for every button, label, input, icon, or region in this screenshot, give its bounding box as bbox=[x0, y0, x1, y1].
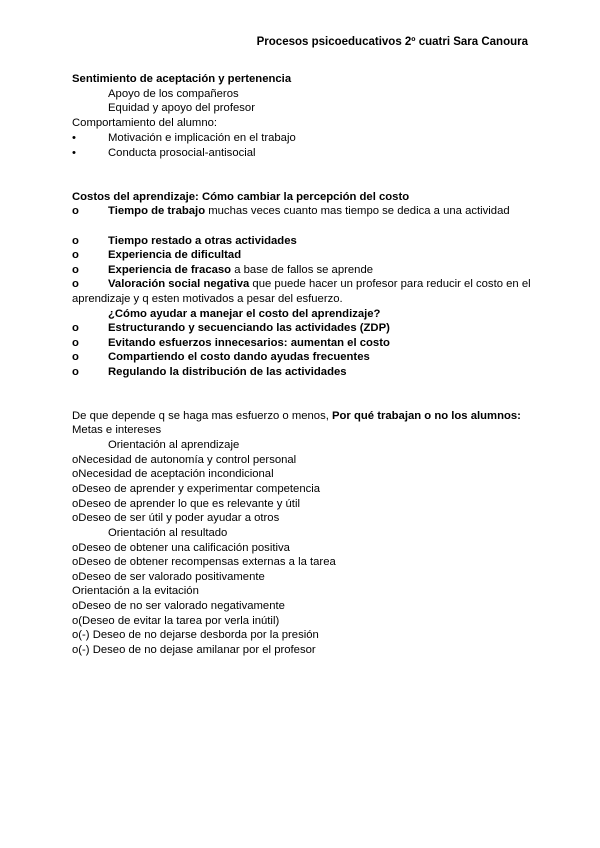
bullet-item: Conducta prosocial-antisocial bbox=[108, 147, 256, 159]
result-item: oDeseo de ser valorado positivamente bbox=[72, 571, 265, 583]
help-item: Regulando la distribución de las actividades bbox=[108, 366, 347, 378]
sub-item: Equidad y apoyo del profesor bbox=[108, 102, 255, 114]
list-item-bold: Tiempo de trabajo bbox=[108, 205, 206, 217]
learning-item: oDeseo de aprender y experimentar competencia bbox=[72, 483, 321, 495]
avoid-item: o(-) Deseo de no dejase amilanar por el profesor bbox=[72, 644, 316, 656]
orientation-learning: Orientación al aprendizaje bbox=[108, 439, 240, 451]
bullet-marker: • bbox=[72, 132, 76, 144]
list-item bbox=[108, 263, 373, 277]
help-item: Estructurando y secuenciando las actividades (ZDP) bbox=[108, 322, 390, 334]
section-title-costs: Costos del aprendizaje: Cómo cambiar la percepción del costo bbox=[72, 191, 410, 203]
learning-item: oNecesidad de autonomía y control personal bbox=[72, 454, 297, 466]
learning-item: oDeseo de aprender lo que es relevante y útil bbox=[72, 498, 300, 510]
help-question: ¿Cómo ayudar a manejar el costo del aprendizaje? bbox=[108, 308, 381, 320]
list-item-bold: Experiencia de fracaso bbox=[108, 264, 232, 276]
list-marker: o bbox=[72, 278, 79, 290]
list-marker: o bbox=[72, 322, 79, 334]
section-title-belonging: Sentimiento de aceptación y pertenencia bbox=[72, 73, 292, 85]
list-item-text: que puede hacer un profesor para reducir el costo en el bbox=[249, 278, 531, 290]
motivation-intro bbox=[72, 409, 521, 423]
list-item-continuation: aprendizaje y q esten motivados a pesar del esfuerzo. bbox=[72, 293, 343, 305]
avoid-item: oDeseo de no ser valorado negativamente bbox=[72, 600, 285, 612]
avoid-item: o(-) Deseo de no dejarse desborda por la presión bbox=[72, 629, 319, 641]
list-item: Experiencia de dificultad bbox=[108, 249, 242, 261]
list-item: Tiempo restado a otras actividades bbox=[108, 235, 297, 247]
bullet-item: Motivación e implicación en el trabajo bbox=[108, 132, 296, 144]
goals-label: Metas e intereses bbox=[72, 424, 162, 436]
orientation-result: Orientación al resultado bbox=[108, 527, 228, 539]
avoid-item: o(Deseo de evitar la tarea por verla inútil) bbox=[72, 615, 280, 627]
list-marker: o bbox=[72, 366, 79, 378]
list-item-text: a base de fallos se aprende bbox=[231, 264, 374, 276]
list-marker: o bbox=[72, 264, 79, 276]
help-item: Compartiendo el costo dando ayudas frecuentes bbox=[108, 351, 370, 363]
list-marker: o bbox=[72, 235, 79, 247]
sub-item: Apoyo de los compañeros bbox=[108, 88, 239, 100]
result-item: oDeseo de obtener recompensas externas a la tarea bbox=[72, 556, 336, 568]
list-item-text: muchas veces cuanto mas tiempo se dedica a una actividad bbox=[205, 205, 510, 217]
behavior-label: Comportamiento del alumno: bbox=[72, 117, 218, 129]
list-item-bold: Valoración social negativa bbox=[108, 278, 250, 290]
list-item bbox=[108, 204, 510, 218]
intro-bold: Por qué trabajan o no los alumnos: bbox=[332, 410, 521, 422]
learning-item: oDeseo de ser útil y poder ayudar a otros bbox=[72, 512, 280, 524]
list-item bbox=[108, 277, 531, 291]
learning-item: oNecesidad de aceptación incondicional bbox=[72, 468, 274, 480]
list-marker: o bbox=[72, 249, 79, 261]
intro-text: De que depende q se haga mas esfuerzo o menos, bbox=[72, 410, 332, 422]
help-item: Evitando esfuerzos innecesarios: aumentan el costo bbox=[108, 337, 390, 349]
list-marker: o bbox=[72, 337, 79, 349]
result-item: oDeseo de obtener una calificación positiva bbox=[72, 542, 290, 554]
bullet-marker: • bbox=[72, 147, 76, 159]
orientation-avoidance: Orientación a la evitación bbox=[72, 585, 199, 597]
list-marker: o bbox=[72, 205, 79, 217]
list-marker: o bbox=[72, 351, 79, 363]
page-header: Procesos psicoeducativos 2º cuatri Sara Canoura bbox=[256, 36, 528, 48]
